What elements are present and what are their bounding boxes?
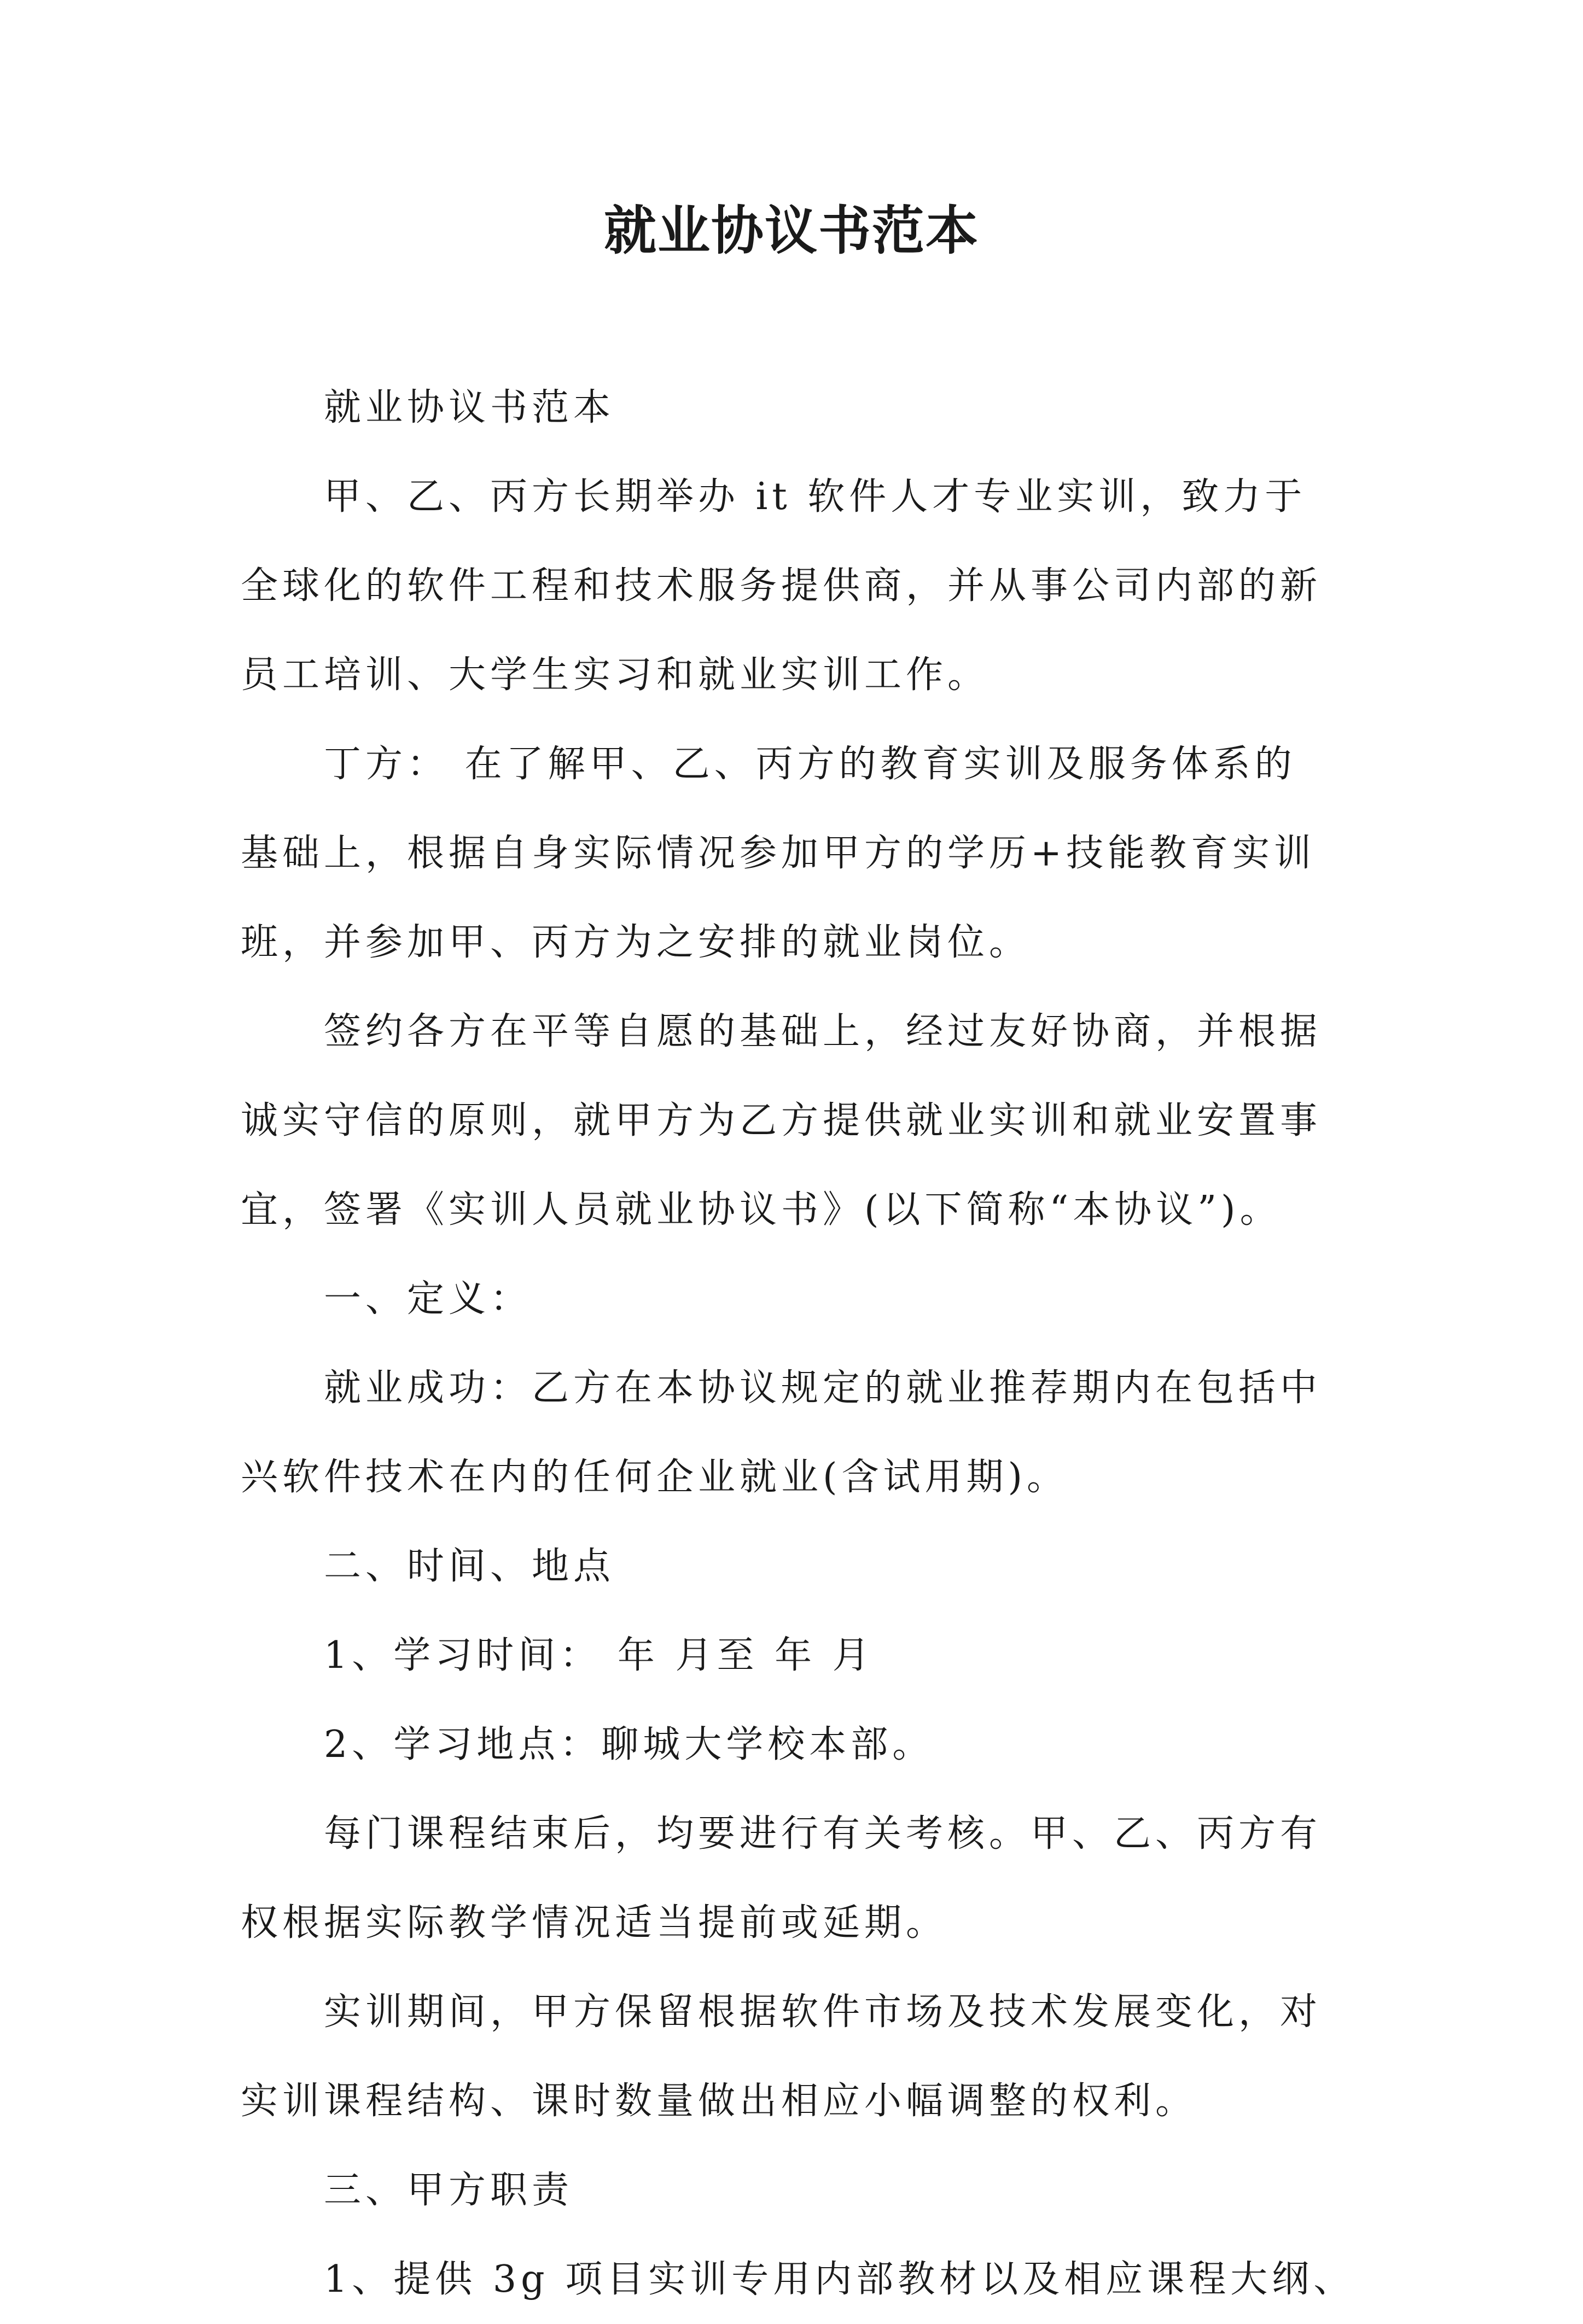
paragraph-heading-repeat [241,363,1357,452]
text-line: 宜，签署《实训人员就业协议书》(以下简称“本协议”)。 [241,1188,1282,1231]
text-line: 实训期间，甲方保留根据软件市场及技术发展变化，对 [324,1990,1322,2034]
paragraph-study-place [241,1700,1357,1789]
paragraph-parties-intro [241,452,1357,720]
paragraph-study-time [241,1611,1357,1700]
text-line: 就业成功：乙方在本协议规定的就业推荐期内在包括中 [324,1367,1322,1410]
text-line: 三、甲方职责 [324,2169,574,2212]
paragraph-course-adjustment [241,1967,1357,2146]
text-line: 每门课程结束后，均要进行有关考核。甲、乙、丙方有 [324,1812,1322,1855]
text-line: 兴软件技术在内的任何企业就业(含试用期)。 [241,1456,1069,1499]
paragraph-agreement-basis [241,987,1357,1254]
paragraph-employment-success [241,1344,1357,1522]
document-body [241,363,1357,2324]
text-line: 权根据实际教学情况适当提前或延期。 [241,1901,948,1945]
section-heading-party-a-duties [241,2146,1357,2235]
text-line: 丁方： 在了解甲、乙、丙方的教育实训及服务体系的 [324,743,1296,786]
paragraph-party-ding [241,720,1357,987]
text-line: 实训课程结构、课时数量做出相应小幅调整的权利。 [241,2080,1197,2123]
text-line: 基础上，根据自身实际情况参加甲方的学历+技能教育实训 [241,832,1316,875]
text-line: 一、定义： [324,1277,532,1321]
document-title: 就业协议书范本 [604,200,979,261]
text-line: 员工培训、大学生实习和就业实训工作。 [241,653,990,697]
text-line: 诚实守信的原则，就甲方为乙方提供就业实训和就业安置事 [241,1099,1322,1142]
text-line: 1、提供 3g 项目实训专用内部教材以及相应课程大纲、 [324,2258,1355,2301]
text-line: 全球化的软件工程和技术服务提供商，并从事公司内部的新 [241,564,1322,608]
text-line: 二、时间、地点 [324,1545,615,1588]
section-heading-time-place [241,1522,1357,1611]
paragraph-duty-1 [241,2235,1357,2324]
text-line: 甲、乙、丙方长期举办 it 软件人才专业实训，致力于 [324,475,1307,518]
text-line: 就业协议书范本 [324,386,615,429]
text-line: 2、学习地点：聊城大学校本部。 [324,1723,934,1766]
section-heading-definition [241,1254,1357,1344]
text-line: 班，并参加甲、丙方为之安排的就业岗位。 [241,921,1031,964]
paragraph-course-assessment [241,1789,1357,1967]
text-line: 签约各方在平等自愿的基础上，经过友好协商，并根据 [324,1010,1322,1053]
text-line: 1、学习时间： 年 月至 年 月 [324,1634,874,1677]
